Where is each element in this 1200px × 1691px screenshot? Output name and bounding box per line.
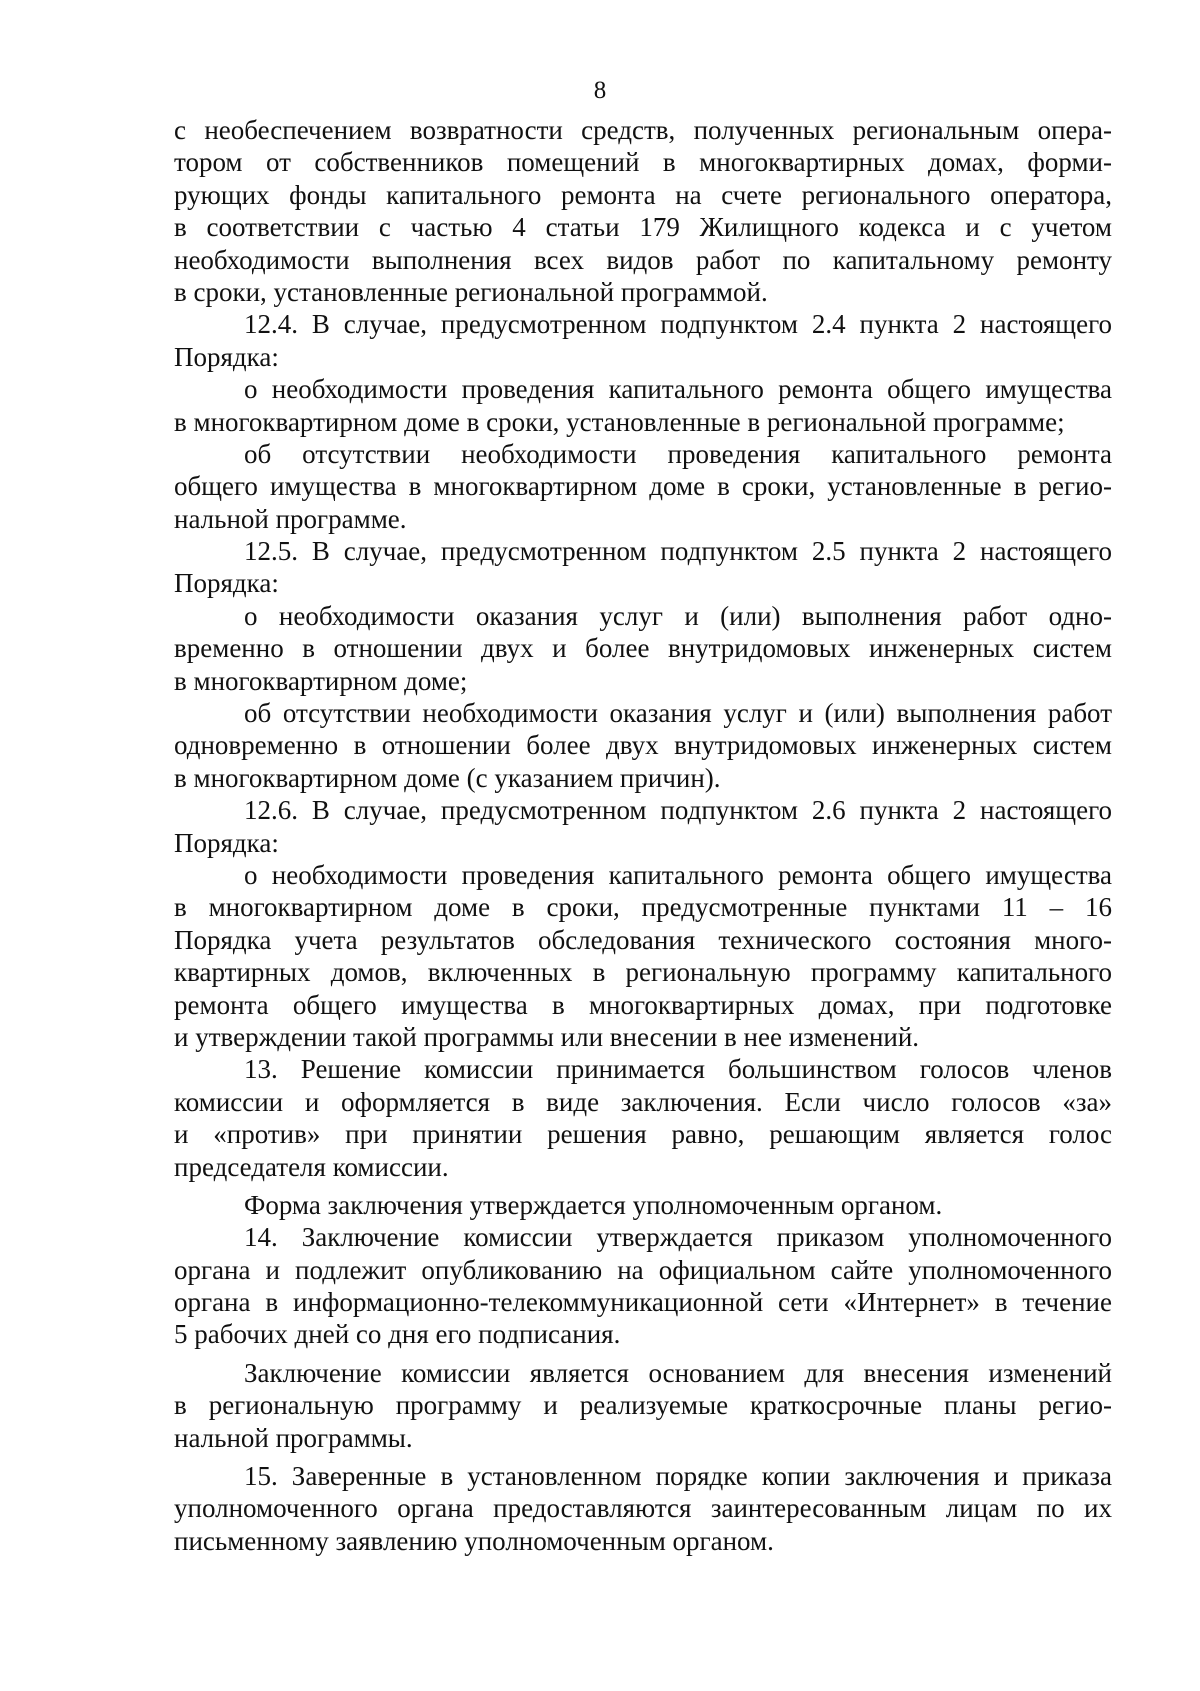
text-line: в многоквартирном доме в сроки, установленные в региональной программе; [174,406,1065,437]
text-line: Порядка: [174,568,279,599]
text-line: одновременно в отношении более двух внутридомовых инженерных систем [174,730,1112,761]
text-line: и «против» при принятии решения равно, решающим является голос [174,1119,1112,1150]
text-line: в многоквартирном доме; [174,665,468,696]
clause-14-heading: 14. Заключение комиссии утверждается приказом уполномоченного [244,1222,1112,1253]
text-line: комиссии и оформляется в виде заключения. Если число голосов «за» [174,1086,1112,1117]
text-line: Порядка: [174,341,279,372]
text-line: квартирных домов, включенных в региональную программу капитального [174,957,1112,988]
text-line: нальной программе. [174,503,407,534]
clause-15-heading: 15. Заверенные в установленном порядке копии заключения и приказа [244,1461,1112,1492]
text-line: нальной программы. [174,1422,413,1453]
text-line: о необходимости оказания услуг и (или) выполнения работ одно- [244,600,1112,631]
text-line: об отсутствии необходимости оказания услуг и (или) выполнения работ [244,698,1112,729]
text-line: в многоквартирном доме в сроки, предусмотренные пунктами 11 – 16 [174,892,1112,923]
text-line: в региональную программу и реализуемые краткосрочные планы регио- [174,1390,1112,1421]
text-line: рующих фонды капитального ремонта на счете регионального оператора, [174,179,1112,210]
text-line: Заключение комиссии является основанием для внесения изменений [244,1357,1112,1388]
clause-12-4-heading: 12.4. В случае, предусмотренном подпунктом 2.4 пункта 2 настоящего [244,309,1112,340]
text-line: общего имущества в многоквартирном доме в сроки, установленные в регио- [174,471,1112,502]
text-line: уполномоченного органа предоставляются заинтересованным лицам по их [174,1493,1112,1524]
clause-13-heading: 13. Решение комиссии принимается большинством голосов членов [244,1054,1112,1085]
clause-12-5-heading: 12.5. В случае, предусмотренном подпунктом 2.5 пункта 2 настоящего [244,536,1112,567]
text-line: органа в информационно-телекоммуникационной сети «Интернет» в течение [174,1287,1112,1318]
text-line: в сроки, установленные региональной программой. [174,276,768,307]
text-line: ремонта общего имущества в многоквартирных домах, при подготовке [174,989,1112,1020]
text-line: Форма заключения утверждается уполномоченным органом. [244,1189,943,1220]
text-line: о необходимости проведения капитального ремонта общего имущества [244,859,1112,890]
text-line: в многоквартирном доме (с указанием причин). [174,762,721,793]
text-line: письменному заявлению уполномоченным органом. [174,1525,774,1556]
text-line: временно в отношении двух и более внутридомовых инженерных систем [174,633,1112,664]
text-line: Порядка учета результатов обследования технического состояния много- [174,924,1112,955]
page-number: 8 [593,77,607,104]
text-line: в соответствии с частью 4 статьи 179 Жилищного кодекса и с учетом [174,212,1112,243]
text-line: с необеспечением возвратности средств, полученных региональным опера- [174,115,1112,145]
text-line: Порядка: [174,827,279,858]
text-line: 5 рабочих дней со дня его подписания. [174,1319,621,1350]
body-text [174,114,1112,1557]
text-line: председателя комиссии. [174,1151,449,1182]
clause-12-6-heading: 12.6. В случае, предусмотренном подпунктом 2.6 пункта 2 настоящего [244,795,1112,826]
text-line: органа и подлежит опубликованию на официальном сайте уполномоченного [174,1254,1112,1285]
text-line: об отсутствии необходимости проведения капитального ремонта [244,438,1112,469]
text-line: необходимости выполнения всех видов работ по капитальному ремонту [174,244,1112,275]
text-line: тором от собственников помещений в многоквартирных домах, форми- [174,147,1112,178]
text-line: о необходимости проведения капитального ремонта общего имущества [244,374,1112,405]
text-line: и утверждении такой программы или внесении в нее изменений. [174,1021,920,1052]
